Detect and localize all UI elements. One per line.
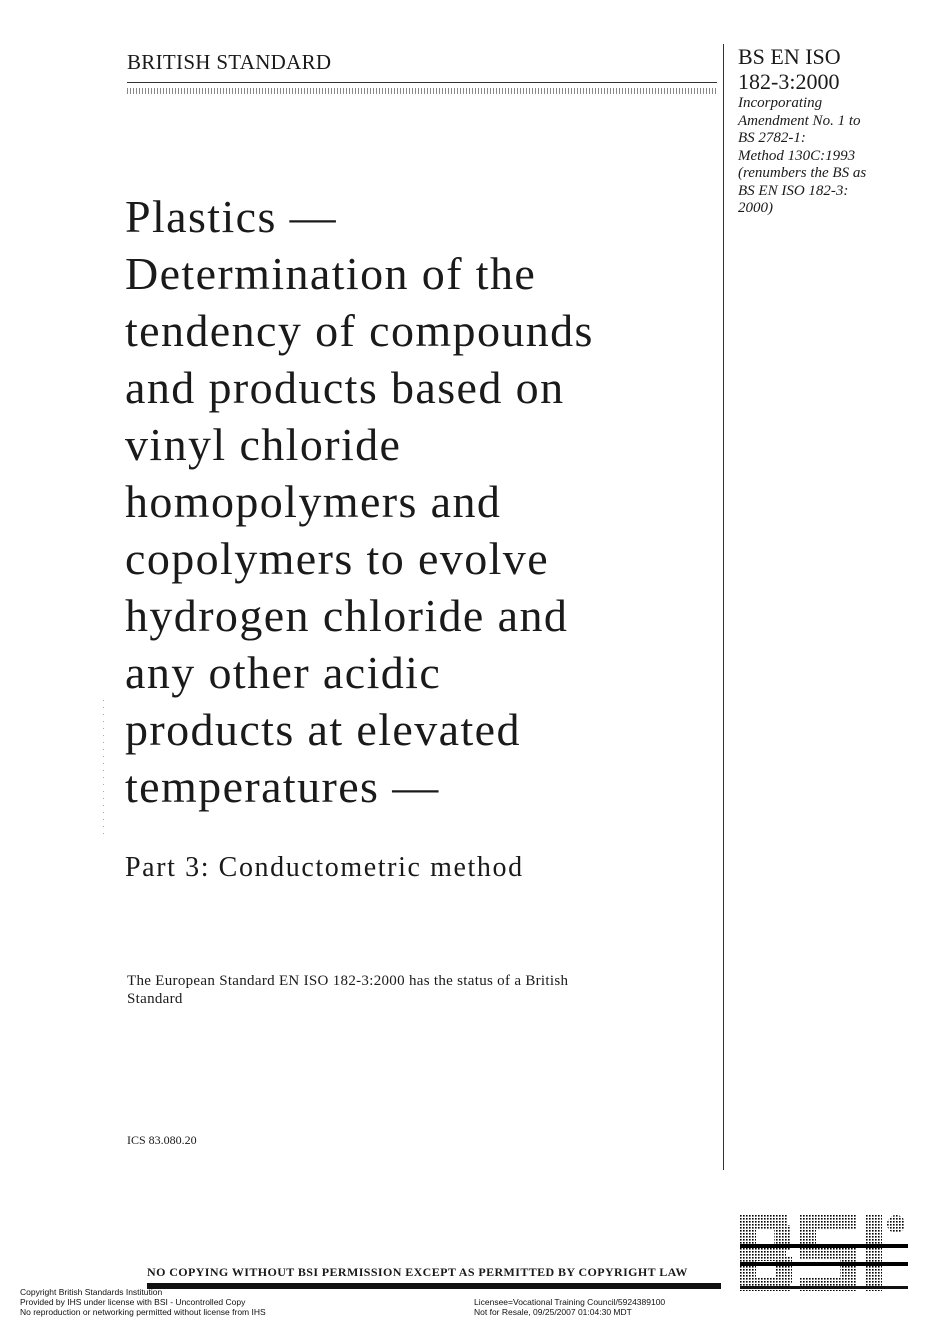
footer-line: Provided by IHS under license with BSI - Uncontrolled Copy <box>20 1297 246 1307</box>
margin-marks <box>103 700 104 840</box>
title-line: any other acidic <box>125 647 442 698</box>
title-line: copolymers to evolve <box>125 533 550 584</box>
bsi-logo-stripe <box>740 1262 908 1266</box>
title-line: products at elevated <box>125 704 521 755</box>
standard-number <box>738 44 928 94</box>
title-line: tendency of compounds <box>125 305 594 356</box>
amendment-line: Amendment No. 1 to <box>738 112 861 129</box>
copyright-notice: NO COPYING WITHOUT BSI PERMISSION EXCEPT AS PERMITTED BY COPYRIGHT LAW <box>147 1265 688 1279</box>
footer-line: Copyright British Standards Institution <box>20 1287 163 1297</box>
header-label: BRITISH STANDARD <box>127 50 332 74</box>
amendment-note <box>738 95 938 218</box>
footer-line: Licensee=Vocational Training Council/5924389100 <box>474 1297 666 1307</box>
header-rule <box>127 82 717 83</box>
bsi-logo <box>740 1215 908 1295</box>
footer-line: No reproduction or networking permitted without license from IHS <box>20 1307 266 1317</box>
footer-right <box>474 1297 665 1317</box>
vertical-divider <box>723 44 724 1170</box>
title-line: temperatures — <box>125 761 440 812</box>
document-title <box>125 188 715 815</box>
title-line: homopolymers and <box>125 476 502 527</box>
title-line: hydrogen chloride and <box>125 590 569 641</box>
header-hatch-band <box>127 88 717 94</box>
bsi-logo-letter-b <box>740 1215 792 1291</box>
footer-left <box>20 1287 266 1317</box>
standard-number-line: 182-3:2000 <box>738 69 840 94</box>
amendment-line: (renumbers the BS as <box>738 165 867 181</box>
bsi-logo-letter-s <box>800 1215 856 1291</box>
title-line: and products based on <box>125 362 565 413</box>
bsi-logo-stripe <box>740 1244 908 1248</box>
amendment-line: 2000) <box>738 200 773 216</box>
standard-number-line: BS EN ISO <box>738 44 841 69</box>
amendment-line: Incorporating <box>738 95 823 111</box>
amendment-line: Method 130C:1993 <box>738 147 856 164</box>
part-title: Part 3: Conductometric method <box>125 852 524 883</box>
bottom-rule-right <box>740 1286 908 1289</box>
amendment-line: BS 2782-1: <box>738 130 806 146</box>
footer-line: Not for Resale, 09/25/2007 01:04:30 MDT <box>474 1307 632 1317</box>
title-line: vinyl chloride <box>125 419 402 470</box>
amendment-line: BS EN ISO 182-3: <box>738 182 849 199</box>
status-statement: The European Standard EN ISO 182-3:2000 has the status of a British Standard <box>127 973 569 1007</box>
title-line: Determination of the <box>125 248 537 299</box>
bsi-logo-letter-i <box>866 1215 905 1291</box>
title-line: Plastics — <box>125 191 338 242</box>
ics-code: ICS 83.080.20 <box>127 1133 197 1147</box>
